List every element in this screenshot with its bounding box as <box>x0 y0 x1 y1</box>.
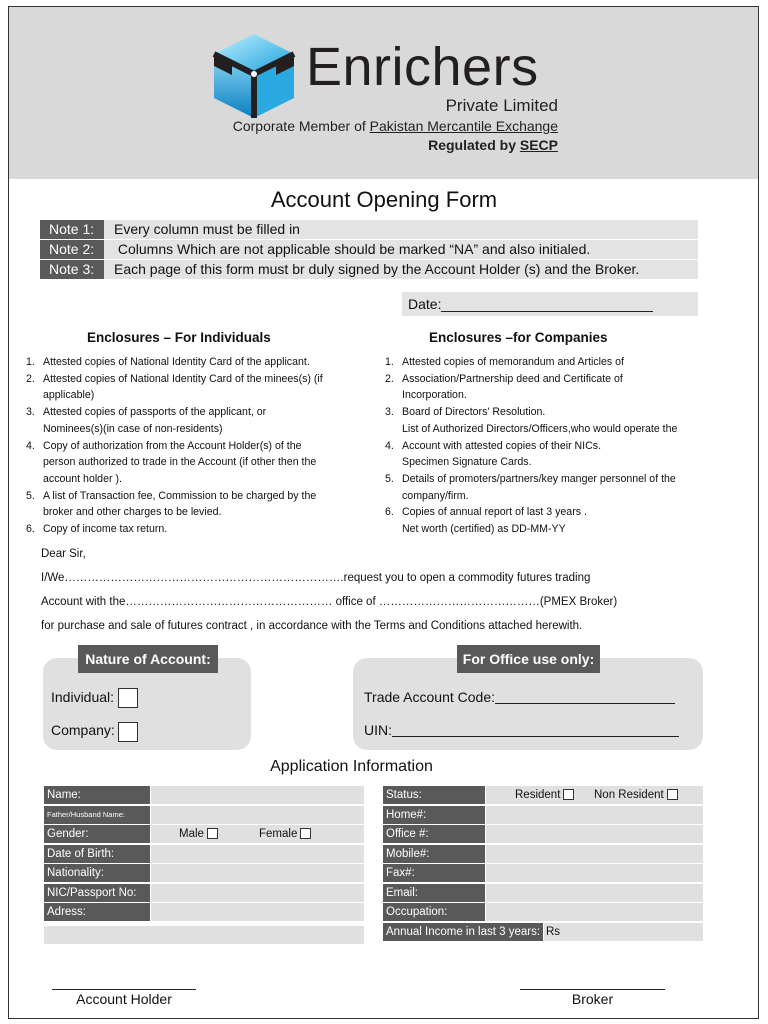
income-input[interactable] <box>544 923 703 941</box>
exchange-name: Pakistan Mercantile Exchange <box>369 118 558 134</box>
occupation-input[interactable] <box>486 903 703 921</box>
note-text: Columns Which are not applicable should be marked “NA” and also initialed. <box>114 241 591 257</box>
letter-line-2: Account with the……………………………………………… office of ……………………………………(PMEX Broker) <box>41 596 618 608</box>
enclosure-number: 3. <box>385 406 394 419</box>
enclosure-text: Details of promoters/partners/key manger personnel of the <box>402 472 676 485</box>
enclosure-number: 6. <box>385 506 394 519</box>
salutation: Dear Sir, <box>41 548 86 560</box>
enclosure-number: 4. <box>385 439 394 452</box>
application-info-title: Application Information <box>270 758 433 775</box>
brand-name: Enrichers <box>306 37 539 97</box>
note-2 <box>40 240 698 259</box>
occupation-label: Occupation: <box>383 903 485 921</box>
nationality-input[interactable] <box>151 864 364 882</box>
enclosure-text: Attested copies of National Identity Card of the minees(s) (if <box>43 372 323 385</box>
note-text: Every column must be filled in <box>114 221 300 237</box>
home-label: Home#: <box>383 806 485 824</box>
enclosures-individuals-title: Enclosures – For Individuals <box>87 330 271 345</box>
nic-row <box>44 884 364 902</box>
nature-of-account-title: Nature of Account: <box>78 645 218 673</box>
enclosure-text: Account with attested copies of their NICs. <box>402 439 602 452</box>
individual-checkbox[interactable] <box>118 688 138 708</box>
email-input[interactable] <box>486 884 703 902</box>
note-tag: Note 2: <box>40 240 104 259</box>
account-holder-signature-line[interactable] <box>52 989 196 990</box>
enclosure-item <box>385 504 702 521</box>
date-label: Date: <box>408 296 442 312</box>
enclosure-text: Copy of income tax return. <box>43 523 168 536</box>
income-row <box>383 923 703 941</box>
enclosure-number: 2. <box>385 372 394 385</box>
enclosure-number: 5. <box>26 489 35 502</box>
enclosure-text: Copies of annual report of last 3 years . <box>402 506 587 519</box>
letterhead <box>9 7 758 179</box>
email-row <box>383 884 703 902</box>
enclosure-number: 4. <box>26 439 35 452</box>
enclosure-item <box>26 354 358 371</box>
non-resident-option[interactable] <box>594 786 678 804</box>
enclosure-item <box>26 438 358 455</box>
trade-code-label: Trade Account Code: <box>364 689 496 705</box>
enclosure-text: person authorized to trade in the Account (if other then the <box>43 456 317 469</box>
enclosure-number: 3. <box>26 406 35 419</box>
father-label: Father/Husband Name: <box>44 806 150 824</box>
reg-prefix: Regulated by <box>428 137 520 153</box>
date-field[interactable] <box>402 292 698 316</box>
enclosure-text: Board of Directors' Resolution. <box>402 406 546 419</box>
nationality-row <box>44 864 364 882</box>
dob-row <box>44 845 364 863</box>
enclosure-item <box>43 471 358 488</box>
enclosure-item <box>402 454 702 471</box>
status-options <box>486 786 703 804</box>
enclosure-text: broker and other charges to be levied. <box>43 506 222 519</box>
enclosure-number: 6. <box>26 523 35 536</box>
enclosure-item <box>402 387 702 404</box>
note-3 <box>40 260 698 279</box>
enclosure-item <box>385 438 702 455</box>
enclosure-item <box>26 521 358 538</box>
date-blank[interactable] <box>441 298 653 312</box>
enclosure-number: 5. <box>385 472 394 485</box>
enclosure-text: Nominees(s)(in case of non-residents) <box>43 422 223 435</box>
home-row <box>383 806 703 824</box>
enclosure-text: Specimen Signature Cards. <box>402 456 532 469</box>
dob-label: Date of Birth: <box>44 845 150 863</box>
nationality-label: Nationality: <box>44 864 150 882</box>
income-label: Annual Income in last 3 years: <box>383 923 543 941</box>
office-row <box>383 825 703 843</box>
enclosure-item <box>402 488 702 505</box>
corp-prefix: Corporate Member of <box>232 118 370 134</box>
note-tag: Note 1: <box>40 220 104 239</box>
enclosure-text: Attested copies of passports of the applicant, or <box>43 406 267 419</box>
income-currency: Rs <box>546 926 561 938</box>
address-label: Adress: <box>44 903 150 921</box>
office-label: Office #: <box>383 825 485 843</box>
fax-label: Fax#: <box>383 864 485 882</box>
female-checkbox[interactable] <box>300 828 311 839</box>
enclosure-text: Net worth (certified) as DD-MM-YY <box>402 523 566 536</box>
office-use-title: For Office use only: <box>457 645 600 673</box>
broker-signature-line[interactable] <box>520 989 665 990</box>
mobile-label: Mobile#: <box>383 845 485 863</box>
occupation-row <box>383 903 703 921</box>
enclosure-number: 1. <box>26 356 35 368</box>
resident-checkbox[interactable] <box>563 789 574 800</box>
enclosure-text: Attested copies of memorandum and Articles of <box>402 356 624 368</box>
female-label: Female <box>259 828 298 840</box>
enclosure-item <box>385 404 702 421</box>
letter-line-3: for purchase and sale of futures contract , in accordance with the Terms and Conditions attached herewith. <box>41 620 583 632</box>
regulator-name: SECP <box>519 137 558 153</box>
male-checkbox[interactable] <box>207 828 218 839</box>
enclosure-item <box>385 371 702 388</box>
address-input[interactable] <box>151 903 364 921</box>
name-row <box>44 786 364 804</box>
name-label: Name: <box>44 786 150 804</box>
male-label: Male <box>179 828 204 840</box>
individual-label: Individual: <box>51 689 115 705</box>
enclosure-item <box>43 504 358 521</box>
note-tag: Note 3: <box>40 260 104 279</box>
enclosure-item <box>43 454 358 471</box>
company-checkbox[interactable] <box>118 722 138 742</box>
regulator-line <box>428 137 558 153</box>
trade-code-blank[interactable] <box>495 703 675 704</box>
address-continuation-input[interactable] <box>44 926 364 944</box>
enclosure-item <box>26 404 358 421</box>
note-1 <box>40 220 698 239</box>
father-input[interactable] <box>151 806 364 824</box>
enclosure-text: applicable) <box>43 389 95 402</box>
enclosure-text: Copy of authorization from the Account Holder(s) of the <box>43 439 302 452</box>
nic-label: NIC/Passport No: <box>44 884 150 902</box>
uin-label: UIN: <box>364 722 392 738</box>
male-option[interactable] <box>179 825 218 843</box>
status-label: Status: <box>383 786 485 804</box>
dob-input[interactable] <box>151 845 364 863</box>
enclosure-item <box>43 421 358 438</box>
gender-label: Gender: <box>44 825 150 843</box>
enclosure-text: List of Authorized Directors/Officers,who would operate the <box>402 422 678 435</box>
enclosure-item <box>26 488 358 505</box>
father-row <box>44 806 364 824</box>
enclosure-text: Association/Partnership deed and Certificate of <box>402 372 623 385</box>
name-input[interactable] <box>151 786 364 804</box>
enclosure-text: Attested copies of National Identity Card of the applicant. <box>43 356 310 368</box>
fax-input[interactable] <box>486 864 703 882</box>
broker-label: Broker <box>571 991 614 1007</box>
form-title: Account Opening Form <box>270 187 498 212</box>
enclosure-item <box>402 421 702 438</box>
enrichers-cube-logo <box>208 30 300 122</box>
resident-label: Resident <box>515 789 561 801</box>
home-input[interactable] <box>486 806 703 824</box>
address-row <box>44 903 364 921</box>
office-input[interactable] <box>486 825 703 843</box>
non-resident-label: Non Resident <box>594 789 664 801</box>
enclosure-item <box>402 521 702 538</box>
gender-row <box>44 825 364 843</box>
enclosure-item <box>26 371 358 388</box>
corporate-membership <box>233 118 558 134</box>
enclosure-text: Incorporation. <box>402 389 467 402</box>
enclosure-text: account holder ). <box>43 472 122 485</box>
enclosures-individuals-list <box>26 354 358 538</box>
enclosure-text: company/firm. <box>402 489 469 502</box>
enclosure-item <box>385 354 702 371</box>
enclosure-item <box>43 387 358 404</box>
enclosure-number: 2. <box>26 372 35 385</box>
company-label: Company: <box>51 722 115 738</box>
nic-input[interactable] <box>151 884 364 902</box>
female-option[interactable] <box>259 825 311 843</box>
enclosures-companies-title: Enclosures –for Companies <box>429 330 608 345</box>
enclosures-companies-list <box>385 354 702 538</box>
note-text: Each page of this form must br duly signed by the Account Holder (s) and the Broker. <box>114 261 640 277</box>
email-label: Email: <box>383 884 485 902</box>
non-resident-checkbox[interactable] <box>667 789 678 800</box>
resident-option[interactable] <box>515 786 574 804</box>
account-holder-label: Account Holder <box>76 991 172 1007</box>
mobile-input[interactable] <box>486 845 703 863</box>
status-row <box>383 786 703 804</box>
brand-subtitle: Private Limited <box>445 96 558 115</box>
letter-line-1: I/We……………………………………………………………….request you to open a commodity futures trading <box>41 572 591 584</box>
enclosure-item <box>385 471 702 488</box>
enclosure-text: A list of Transaction fee, Commission to be charged by the <box>43 489 317 502</box>
fax-row <box>383 864 703 882</box>
enclosure-number: 1. <box>385 356 394 368</box>
uin-blank[interactable] <box>392 736 679 737</box>
gender-options <box>151 825 364 843</box>
mobile-row <box>383 845 703 863</box>
